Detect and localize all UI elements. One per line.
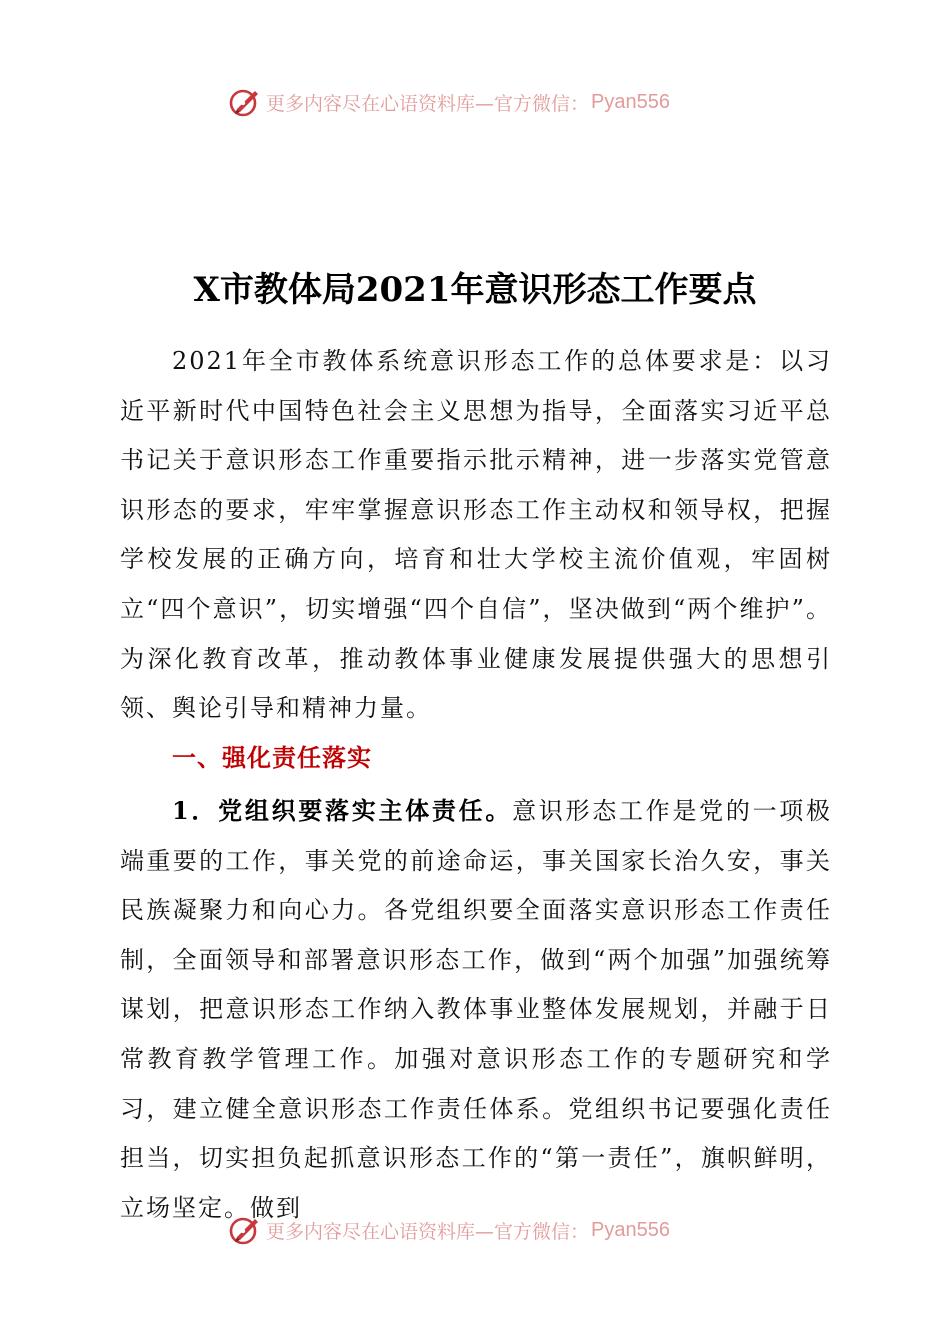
intro-paragraph: 2021年全市教体系统意识形态工作的总体要求是：以习近平新时代中国特色社会主义思想为指导，全面落实习近平总书记关于意识形态工作重要指示批示精神，进一步落实党管意识形态的要求，牢牢掌握意识形态工作主动权和领导权，把握学校发展的正确方向，培育和壮大学校主流价值观，牢固树立“四个意识”，切实增强“四个自信”，坚决做到“两个维护”。为深化教育改革，推动教体事业健康发展提供强大的思想引领、舆论引导和精神力量。 [120,347,832,723]
pen-logo-icon [228,85,262,119]
pen-logo-icon [228,1213,262,1247]
header-banner [228,82,748,122]
banner-text: 更多内容尽在心语资料库—官方微信： [266,1220,590,1243]
banner-wechat-id: Pyan556 [591,90,670,113]
section-heading: 一、强化责任落实 [172,744,372,772]
banner-wechat-id: Pyan556 [591,1218,670,1241]
item-lead: 1．党组织要落实主体责任。 [172,796,513,825]
section-item-paragraph [120,786,832,1233]
footer-banner [228,1210,748,1250]
item-text: 意识形态工作是党的一项极端重要的工作，事关党的前途命运，事关国家长治久安，事关民族凝聚力和向心力。各党组织要全面落实意识形态工作责任制，全面领导和部署意识形态工作，做到“两个加强”加强统筹谋划，把意识形态工作纳入教体事业整体发展规划，并融于日常教育教学管理工作。加强对意识形态工作的专题研究和学习，建立健全意识形态工作责任体系。党组织书记要强化责任担当，切实担负起抓意识形态工作的“第一责任”，旗帜鲜明，立场坚定。做到 [120,797,833,1222]
banner-text: 更多内容尽在心语资料库—官方微信： [266,92,590,115]
document-title: X市教体局2021年意识形态工作要点 [193,270,757,310]
